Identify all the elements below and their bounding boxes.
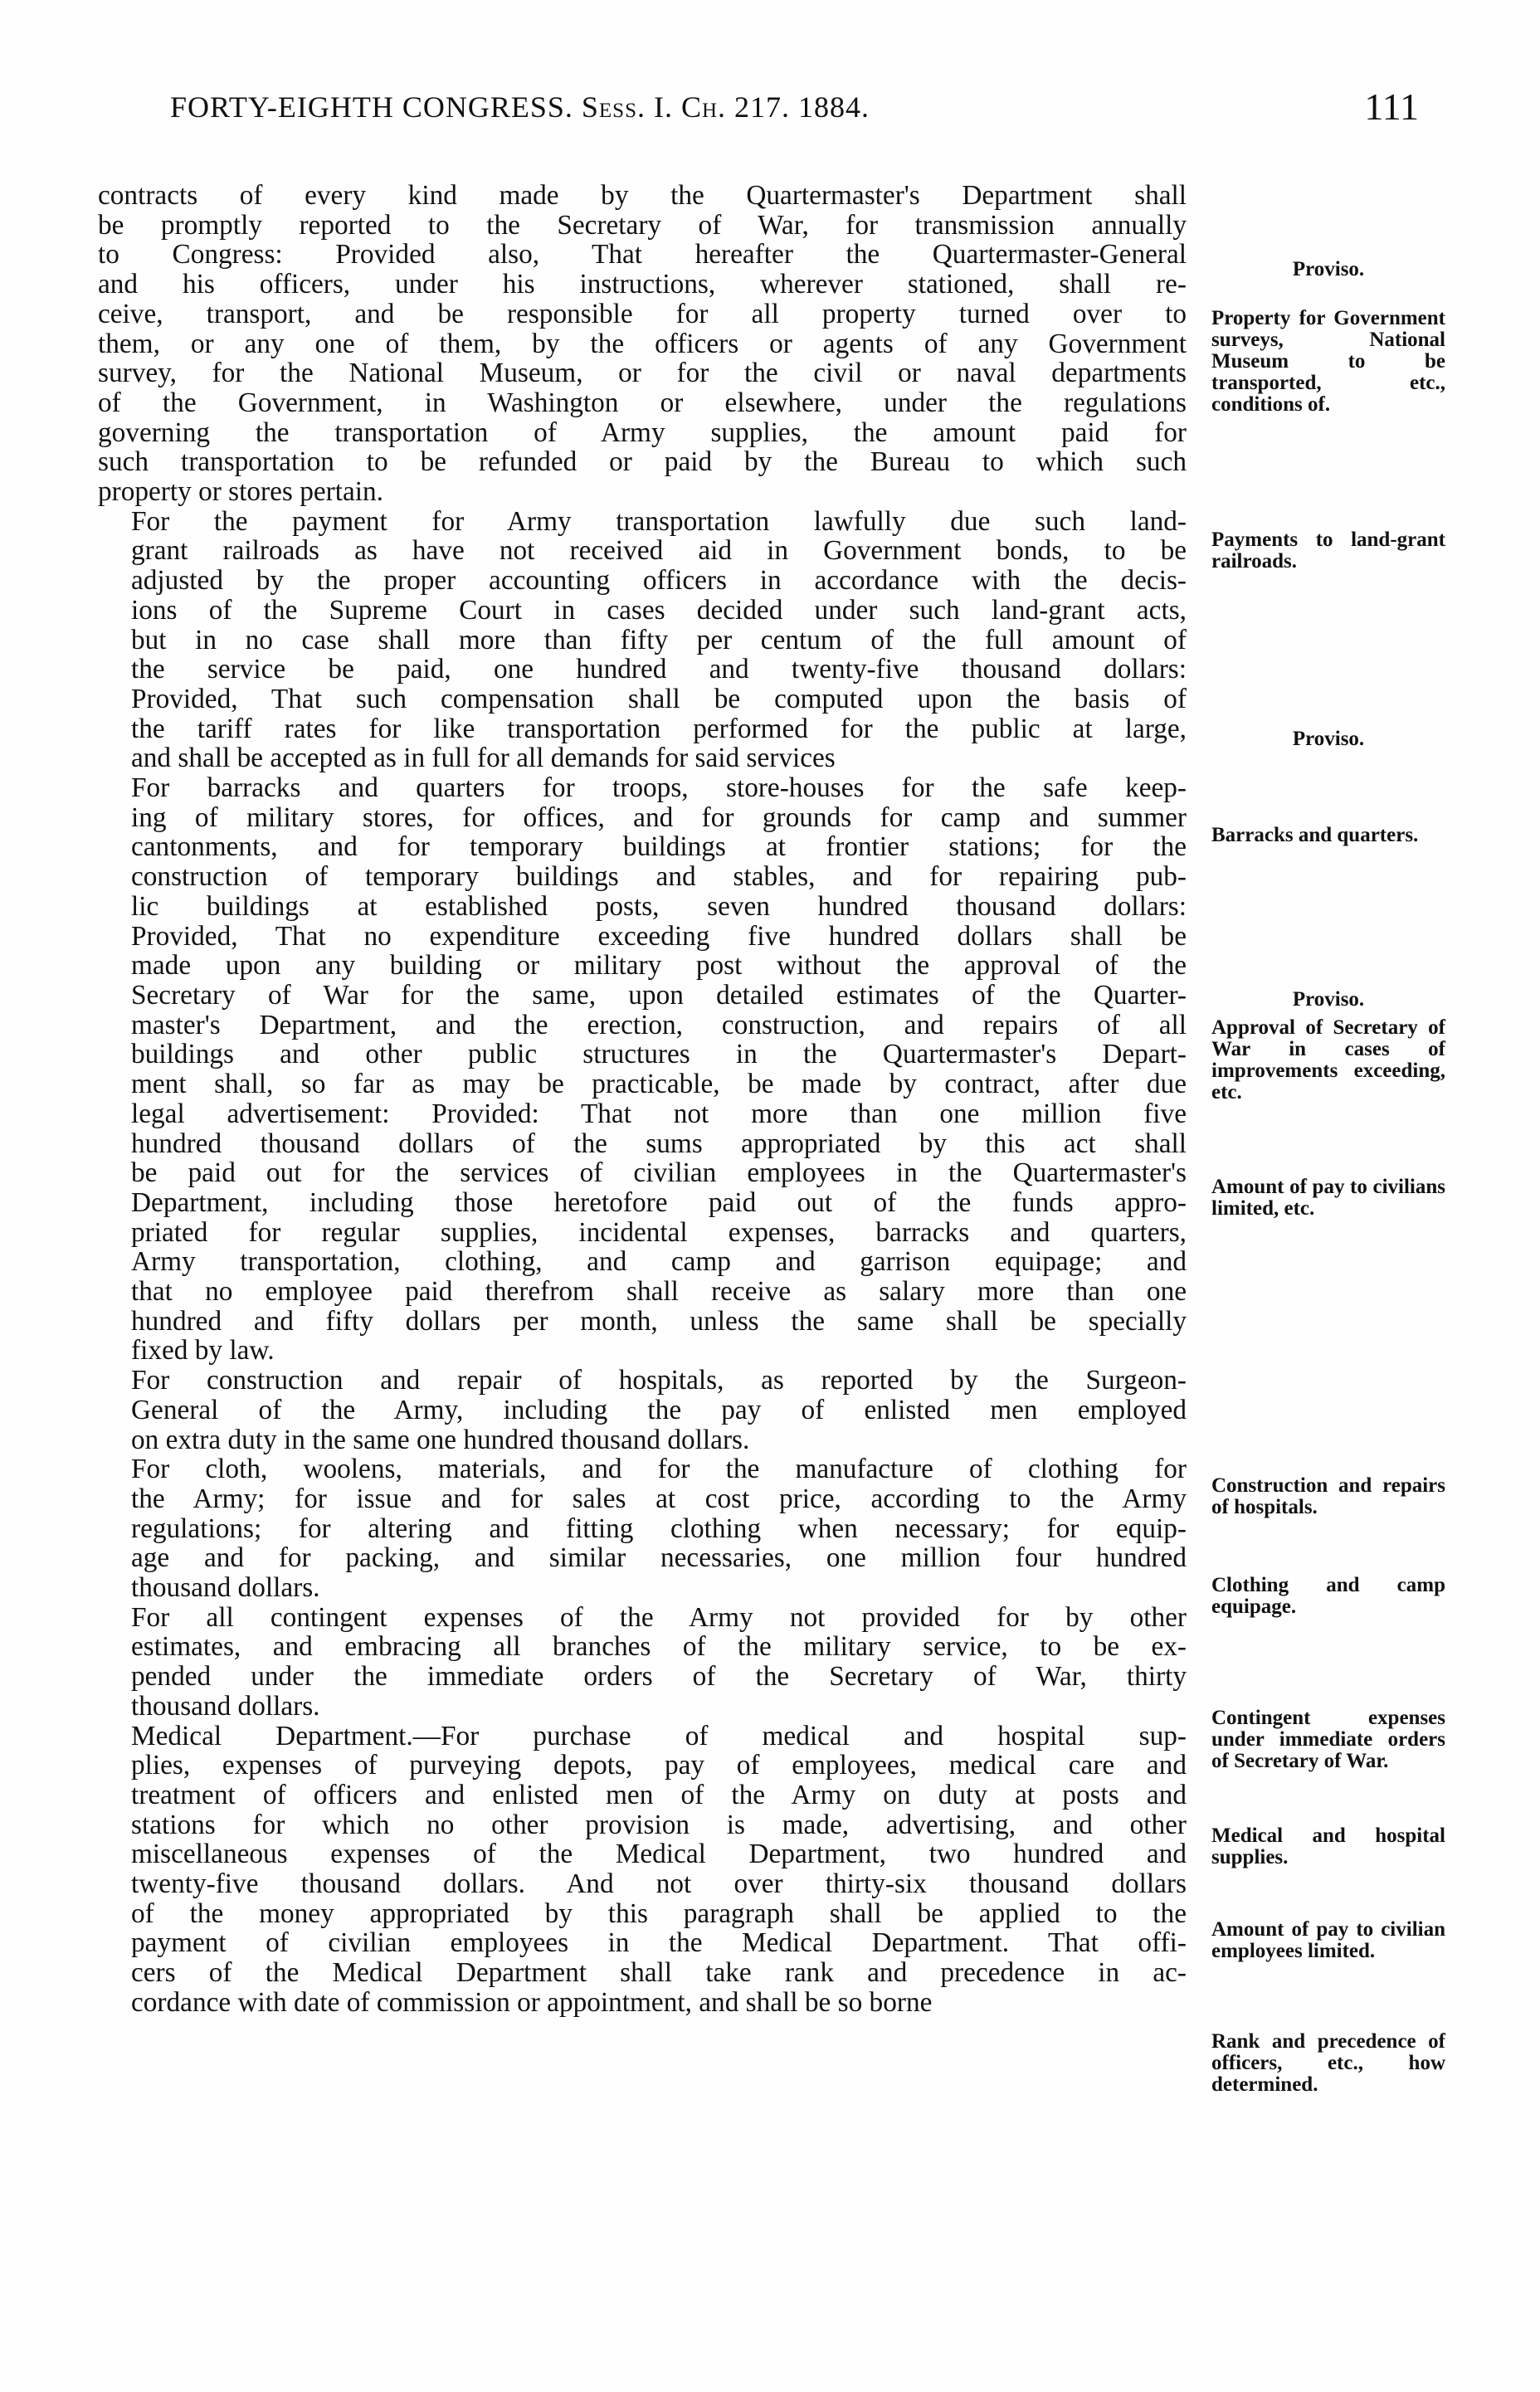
text-line: ment shall, so far as may be practicable, be made by contract, after due	[131, 1069, 1187, 1100]
text-line: General of the Army, including the pay of enlisted men employed	[131, 1394, 1187, 1425]
text-line: age and for packing, and similar necessaries, one million four hundred	[131, 1542, 1187, 1574]
text-line: pended under the immediate orders of the Secretary of War, thirty	[131, 1661, 1187, 1693]
running-head-text	[170, 90, 870, 124]
text-line: For the payment for Army transportation lawfully due such land-	[131, 505, 1187, 537]
text-line: For construction and repair of hospitals, as reported by the Surgeon-	[131, 1365, 1187, 1396]
text-line: For barracks and quarters for troops, store-houses for the safe keep-	[131, 772, 1187, 804]
text-line: thousand dollars.	[131, 1690, 320, 1722]
text-line: For all contingent expenses of the Army not provided for by other	[131, 1601, 1187, 1633]
paragraph-clothing	[98, 1454, 1187, 1603]
text-line: ions of the Supreme Court in cases decided under such land-grant acts,	[131, 594, 1187, 626]
text-line: that no employee paid therefrom shall receive as salary more than one	[131, 1276, 1187, 1308]
running-header	[170, 85, 1419, 148]
text-line: legal advertisement: Provided: That not more than one million five	[131, 1098, 1187, 1129]
text-line: cers of the Medical Department shall take rank and precedence in ac-	[131, 1957, 1187, 1989]
margin-note-hospitals: Construction and repairs of hospitals.	[1211, 1474, 1445, 1518]
text-line: stations for which no other provision is made, advertising, and other	[131, 1809, 1187, 1840]
page-number: 111	[1364, 85, 1419, 128]
chapter-label: Ch. 217.	[680, 90, 791, 124]
margin-note-medical-supplies: Medical and hospital supplies.	[1211, 1824, 1445, 1868]
text-line: Provided, That no expenditure exceeding five hundred dollars shall be	[131, 920, 1187, 952]
margin-note-rank-precedence: Rank and precedence of officers, etc., how determined.	[1211, 2030, 1445, 2096]
text-line: plies, expenses of purveying depots, pay of employees, medical care and	[131, 1750, 1187, 1781]
text-line: treatment of officers and enlisted men of the Army on duty at posts and	[131, 1779, 1187, 1810]
text-line: property or stores pertain.	[98, 476, 383, 508]
margin-note-proviso: Proviso.	[1292, 988, 1365, 1011]
text-line: on extra duty in the same one hundred thousand dollars.	[131, 1424, 750, 1455]
paragraph-land-grant-railroads	[98, 507, 1187, 773]
text-line: of the money appropriated by this paragraph shall be applied to the	[131, 1898, 1187, 1929]
text-line: regulations; for altering and fitting clothing when necessary; for equip-	[131, 1513, 1187, 1544]
text-line: them, or any one of them, by the officers or agents of any Government	[98, 328, 1187, 359]
margin-note-approval-secretary-war: Approval of Secretary of War in cases of improvements exceeding, etc.	[1211, 1016, 1445, 1103]
text-line: payment of civilian employees in the Medical Department. That offi-	[131, 1927, 1187, 1959]
text-line: of the Government, in Washington or elsewhere, under the regulations	[98, 387, 1187, 418]
paragraph-medical-department	[98, 1722, 1187, 2018]
text-line: and shall be accepted as in full for all demands for said services	[131, 743, 836, 774]
text-line: fixed by law.	[131, 1335, 275, 1367]
text-line: the Army; for issue and for sales at cost price, according to the Army	[131, 1483, 1187, 1514]
text-line: miscellaneous expenses of the Medical Department, two hundred and	[131, 1839, 1187, 1870]
text-line: priated for regular supplies, incidental expenses, barracks and quarters,	[131, 1216, 1187, 1248]
statute-body	[98, 181, 1187, 2018]
text-line: but in no case shall more than fifty per centum of the full amount of	[131, 624, 1187, 655]
text-line: hundred thousand dollars of the sums appropriated by this act shall	[131, 1128, 1187, 1159]
text-line: to Congress: Provided also, That hereafter the Quartermaster-General	[98, 239, 1187, 270]
text-line: thousand dollars.	[131, 1572, 320, 1604]
text-line: buildings and other public structures in the Quartermaster's Depart-	[131, 1039, 1187, 1070]
text-line: Provided, That such compensation shall be computed upon the basis of	[131, 683, 1187, 714]
text-line: ing of military stores, for offices, and for grounds for camp and summer	[131, 801, 1187, 833]
paragraph-property-transport	[98, 181, 1187, 507]
year-label: 1884.	[798, 90, 870, 124]
text-line: the tariff rates for like transportation performed for the public at large,	[131, 713, 1187, 744]
text-line: grant railroads as have not received aid in Government bonds, to be	[131, 535, 1187, 567]
margin-note-proviso: Proviso.	[1292, 728, 1365, 750]
text-line: Medical Department.—For purchase of medical and hospital sup-	[131, 1720, 1187, 1751]
text-line: lic buildings at established posts, seven hundred thousand dollars:	[131, 890, 1187, 922]
text-line: Army transportation, clothing, and camp and garrison equipage; and	[131, 1246, 1187, 1278]
text-line: such transportation to be refunded or paid by the Bureau to which such	[98, 446, 1187, 478]
text-line: Secretary of War for the same, upon detailed estimates of the Quarter-	[131, 979, 1187, 1011]
text-line: be promptly reported to the Secretary of War, for transmission annually	[98, 209, 1187, 241]
text-line: and his officers, under his instructions, wherever stationed, shall re-	[98, 269, 1187, 300]
margin-note-clothing: Clothing and camp equipage.	[1211, 1574, 1445, 1618]
text-line: master's Department, and the erection, construction, and repairs of all	[131, 1009, 1187, 1040]
text-line: Department, including those heretofore paid out of the funds appro-	[131, 1186, 1187, 1218]
text-line: twenty-five thousand dollars. And not over thirty-six thousand dollars	[131, 1868, 1187, 1900]
margin-note-contingent-expenses: Contingent expenses under immediate orders of Secretary of War.	[1211, 1707, 1445, 1772]
margin-note-payments-land-grant: Payments to land-grant railroads.	[1211, 529, 1445, 572]
text-line: made upon any building or military post without the approval of the	[131, 950, 1187, 982]
text-line: cordance with date of commission or appointment, and shall be so borne	[131, 1986, 933, 2018]
margin-note-medical-civilian-pay: Amount of pay to civilian employees limited.	[1211, 1918, 1445, 1962]
margin-note-property-for-government-surveys: Property for Government surveys, National Museum to be transported, etc., conditions of.	[1211, 307, 1445, 416]
margin-note-barracks-quarters: Barracks and quarters.	[1211, 824, 1419, 846]
text-line: contracts of every kind made by the Quartermaster's Department shall	[98, 180, 1187, 211]
session-label: Sess. I.	[581, 90, 673, 124]
margin-note-proviso: Proviso.	[1292, 258, 1365, 280]
text-line: the service be paid, one hundred and twenty-five thousand dollars:	[131, 654, 1187, 685]
text-line: construction of temporary buildings and stables, and for repairing pub-	[131, 861, 1187, 893]
paragraph-hospitals	[98, 1366, 1187, 1454]
text-line: survey, for the National Museum, or for the civil or naval departments	[98, 358, 1187, 389]
text-line: ceive, transport, and be responsible for all property turned over to	[98, 298, 1187, 329]
text-line: For cloth, woolens, materials, and for the manufacture of clothing for	[131, 1454, 1187, 1485]
margin-note-civilian-pay-limited: Amount of pay to civilians limited, etc.	[1211, 1176, 1445, 1220]
paragraph-barracks-quarters	[98, 773, 1187, 1366]
text-line: cantonments, and for temporary buildings at frontier stations; for the	[131, 831, 1187, 863]
text-line: adjusted by the proper accounting officers in accordance with the decis-	[131, 565, 1187, 597]
text-line: estimates, and embracing all branches of the military service, to be ex-	[131, 1631, 1187, 1663]
text-line: be paid out for the services of civilian employees in the Quartermaster's	[131, 1157, 1187, 1189]
text-line: hundred and fifty dollars per month, unless the same shall be specially	[131, 1305, 1187, 1337]
text-line: governing the transportation of Army supplies, the amount paid for	[98, 417, 1187, 448]
congress-label: FORTY-EIGHTH CONGRESS.	[170, 90, 573, 124]
paragraph-contingent-expenses	[98, 1603, 1187, 1722]
